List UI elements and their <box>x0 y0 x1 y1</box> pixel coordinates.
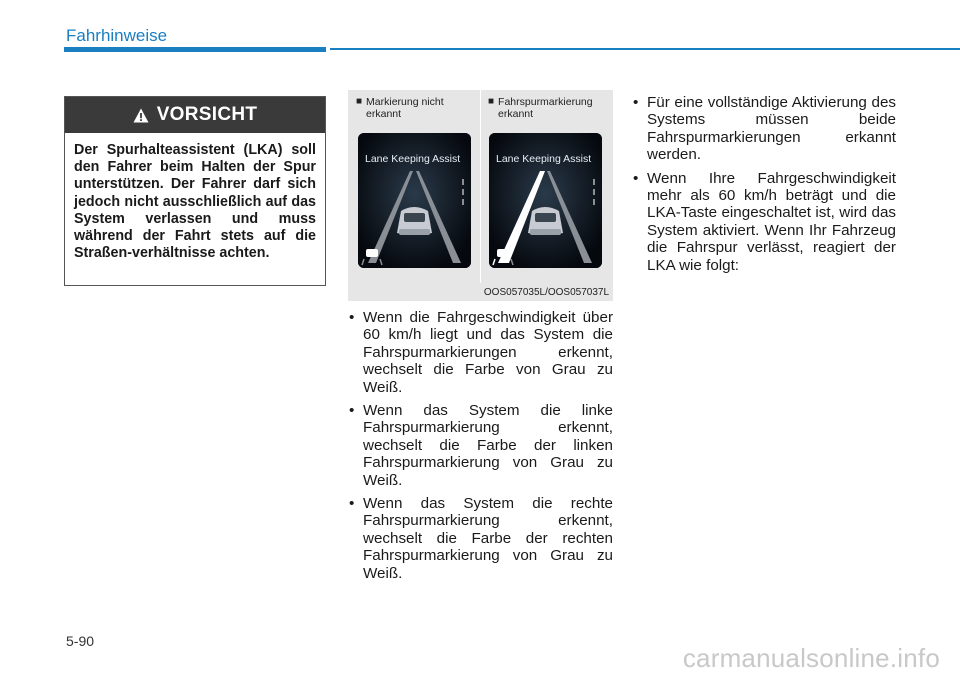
header-rule-thick <box>64 47 326 52</box>
cluster-screen-lane-detected <box>489 133 602 268</box>
right-caption <box>488 96 610 120</box>
left-caption <box>356 96 476 120</box>
car-icon <box>397 207 432 235</box>
right-column <box>632 94 896 280</box>
figure-code: OOS057035L/OOS057037L <box>483 287 609 298</box>
list-item: • Wenn Ihre Fahrgeschwindigkeit mehr als 60 km/h beträgt und die LKA-Taste eingeschaltet ist, wird das System aktiviert. Wenn Ihr Fahrzeug die Fahrspur verlässt, reagiert der LKA wie folgt: <box>632 170 896 274</box>
section-title: Fahrhinweise <box>66 26 168 45</box>
warning-triangle-icon <box>133 108 149 123</box>
list-item: • Wenn das System die rechte Fahrspurmarkierung erkennt, wechselt die Farbe der rechten Fahrspurmarkierung von Grau zu Weiß. <box>348 495 613 582</box>
lka-figure <box>348 90 613 301</box>
page-number: 5-90 <box>66 633 95 649</box>
left-caption-text: Markierung nicht erkannt <box>366 96 444 120</box>
header-rule-thin <box>330 48 960 50</box>
caution-heading: VORSICHT <box>156 104 258 125</box>
figure-divider <box>480 90 481 283</box>
screen-title: Lane Keeping Assist <box>496 153 592 165</box>
caution-text: Der Spurhalteassistent (LKA) soll den Fahrer beim Halten der Spur unterstützen. Der Fahrer darf sich jedoch nicht ausschließlich auf das System verlassen und muss während der Fahrt stets auf die Straßen-verhältnisse achten. <box>74 142 316 262</box>
middle-column <box>348 309 613 588</box>
square-bullet-icon: ■ <box>356 96 363 107</box>
right-caption-text: Fahrspurmarkierung erkannt <box>498 96 593 120</box>
watermark: carmanualsonline.info <box>682 643 940 673</box>
caution-box <box>64 96 326 286</box>
cluster-screen-no-lanes <box>358 133 471 268</box>
screen-title: Lane Keeping Assist <box>365 153 461 165</box>
car-icon <box>528 207 563 235</box>
list-item: • Wenn die Fahrgeschwindigkeit über 60 km/h liegt und das System die Fahrspurmarkierungen erkennt, wechselt die Farbe von Grau zu Weiß. <box>348 309 613 396</box>
caution-header <box>65 97 325 133</box>
list-item: • Für eine vollständige Aktivierung des Systems müssen beide Fahrspurmarkierungen erkannt werden. <box>632 94 896 164</box>
list-item: • Wenn das System die linke Fahrspurmarkierung erkennt, wechselt die Farbe der linken Fahrspurmarkierung von Grau zu Weiß. <box>348 402 613 489</box>
square-bullet-icon: ■ <box>488 96 495 107</box>
